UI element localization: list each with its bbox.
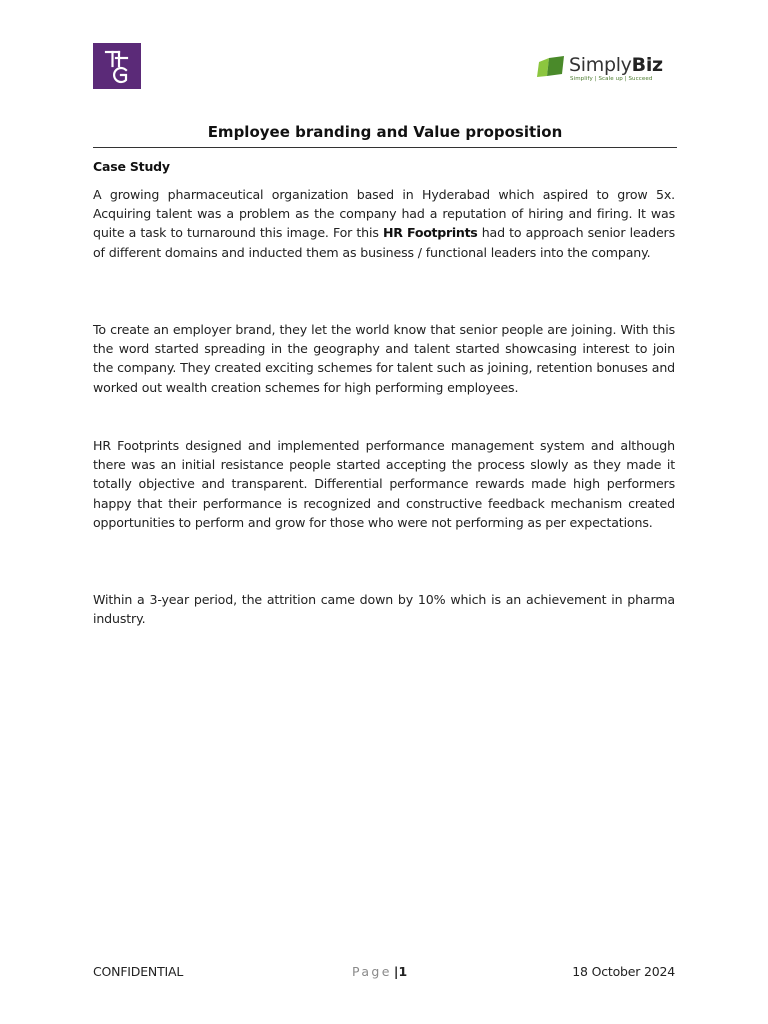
paragraph-1-text-before: A growing pharmaceutical organization based in Hyderabad which aspired to grow 5x. Acquiring talent was a problem as the company had a reputation of hiring and firing. It was quite a task to turnaround this image. For this [93, 187, 675, 241]
page-number: 1 [398, 964, 408, 979]
tfg-logo [93, 43, 141, 89]
footer-date: 18 October 2024 [572, 964, 675, 979]
title-divider [93, 147, 677, 148]
hr-footprints-highlight: HR Footprints [382, 225, 478, 241]
paragraph-1-text-after: had to approach senior leaders of different domains and inducted them as business / functional leaders into the company. [93, 225, 675, 260]
simplybiz-logo [537, 54, 677, 88]
simplybiz-wordmark: SimplyBiz [569, 54, 663, 76]
paragraph-2: To create an employer brand, they let the world know that senior people are joining. With this the word started spreading in the geography and talent started showcasing interest to join the company. They created exciting schemes for talent such as joining, retention bonuses and worked out wealth creation schemes for high performing employees. [93, 322, 675, 395]
paragraph-4: Within a 3-year period, the attrition came down by 10% which is an achievement in pharma industry. [93, 592, 675, 627]
simplybiz-tagline: Simplify | Scale up | Succeed [570, 76, 653, 82]
paragraph-1 [93, 185, 675, 262]
section-heading: Case Study [93, 159, 170, 174]
footer-confidential: CONFIDENTIAL [93, 964, 184, 979]
tfg-monogram-icon [97, 46, 137, 86]
paragraph-3: HR Footprints designed and implemented performance management system and although there was an initial resistance people started accepting the process slowly as they made it totally objective and transparent. Differential performance rewards made high performers happy that their performance is recognized and constructive feedback mechanism created opportunities to perform and grow for those who were not performing as per expectations. [93, 438, 675, 530]
document-title: Employee branding and Value proposition [207, 123, 563, 141]
footer-page-number [352, 963, 407, 981]
green-flag-icon [537, 56, 565, 78]
page-label: Page [352, 964, 392, 979]
page-separator: | [393, 964, 399, 979]
